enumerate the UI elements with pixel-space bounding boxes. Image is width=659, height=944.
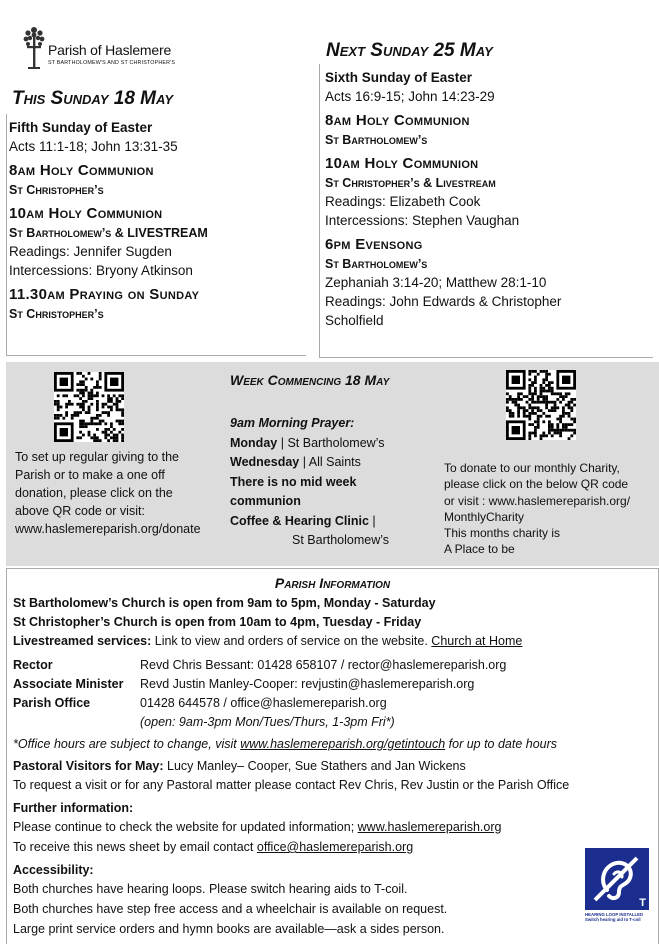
pastoral-label: Pastoral Visitors for May: [13,759,164,773]
livestream-label: Livestreamed services: [13,634,152,648]
office-note-b: for up to date hours [445,737,558,751]
logo-subtitle: ST BARTHOLOMEW'S AND ST CHRISTOPHER'S [48,60,176,66]
email-a: To receive this news sheet by email contact [13,840,257,854]
giving-text [15,448,235,538]
next-service-1-location: St Bartholomew’s [325,133,428,147]
charity-line-6: A Place to be [444,542,515,557]
further-label: Further information: [13,801,134,815]
qr-code-icon [54,372,124,442]
next-service-1-time: 8am Holy Communion [325,112,470,129]
website-link[interactable]: www.haslemereparish.org [357,820,502,834]
office-email-link[interactable]: office@haslemereparish.org [256,840,414,854]
bart-opening: St Bartholomew’s Church is open from 9am to 5pm, Monday - Saturday [13,596,436,610]
giving-line-4: above QR code or visit: [15,504,145,518]
this-sunday-box [6,114,306,356]
this-service-2-time: 10am Holy Communion [9,205,163,222]
monday-location: St Bartholomew’s [287,435,385,450]
this-service-1-location: St Christopher’s [9,183,104,197]
rector-value: Revd Chris Bessant: 01428 658107 / rector@haslemereparish.org [140,658,507,672]
wednesday-location: All Saints [308,455,361,469]
parish-logo [22,22,192,74]
next-service-2-location: St Christopher’s & Livestream [325,176,496,190]
access-label: Accessibility: [13,863,94,877]
office-note-a: *Office hours are subject to change, visit [13,737,241,751]
charity-text [444,460,659,558]
qr-code-icon [506,370,576,440]
giving-line-1: To set up regular giving to the [15,450,179,464]
assoc-label: Associate Minister [13,677,124,691]
assoc-value: Revd Justin Manley-Cooper: revjustin@haslemereparish.org [140,677,475,691]
email-line [13,839,413,856]
giving-line-3: donation, please click on the [15,486,173,500]
further-a: Please continue to check the website for updated information; [13,820,358,834]
prayer-heading: 9am Morning Prayer: [230,416,355,430]
next-service-3-scripture: Zephaniah 3:14-20; Matthew 28:1-10 [325,275,547,290]
next-service-2-readings: Readings: Elizabeth Cook [325,194,481,209]
rector-label: Rector [13,658,53,672]
hearing-loop-sign [583,846,651,930]
charity-line-1: To donate to our monthly Charity, [444,461,620,475]
monday-day: Monday [230,435,278,450]
livestream-line [13,633,522,650]
wednesday-day: Wednesday [230,455,300,469]
tree-cross-icon [22,24,46,70]
charity-line-5: This months charity is [444,526,561,541]
midweek-line-2: communion [230,494,301,508]
office-note [13,736,557,753]
office-value: 01428 644578 / office@haslemereparish.org [140,696,387,710]
next-service-2-time: 10am Holy Communion [325,155,479,172]
separator-2: | [302,455,306,469]
separator-1: | [280,435,284,450]
pastoral-request: To request a visit or for any Pastoral matter please contact Rev Chris, Rev Justin or the Parish Office [13,778,570,792]
this-service-2-location: St Bartholomew’s & LIVESTREAM [9,226,208,240]
pastoral-value: Lucy Manley– Cooper, Sue Stathers and Jan Wickens [163,759,466,773]
this-service-1-time: 8am Holy Communion [9,162,154,179]
access-line-3: Large print service orders and hymn books are available—ask a sides person. [13,922,445,936]
charity-line-2: please click on the below QR code [444,477,629,492]
next-service-2-intercessions: Intercessions: Stephen Vaughan [325,213,520,228]
next-sunday-title: Sixth Sunday of Easter [325,70,473,85]
next-service-3-time: 6pm Evensong [325,236,423,253]
this-service-2-intercessions: Intercessions: Bryony Atkinson [9,263,193,278]
next-service-3-readings-cont: Scholfield [325,313,384,328]
this-sunday-readings: Acts 11:1-18; John 13:31-35 [9,139,178,154]
access-line-1: Both churches have hearing loops. Please switch hearing aids to T-coil. [13,882,408,896]
midweek-line-1: There is no mid week [230,474,357,489]
further-line [13,819,501,836]
charity-line-3[interactable]: or visit : www.haslemereparish.org/ [444,493,631,508]
t-coil-letter: T [639,897,646,909]
office-label: Parish Office [13,696,91,710]
this-service-3-location: St Christopher’s [9,307,104,321]
next-sunday-box [319,64,653,358]
separator-3: | [372,513,376,528]
coffee-clinic: Coffee & Hearing Clinic [230,513,369,528]
charity-qr-code[interactable] [506,370,576,440]
church-at-home-link[interactable]: Church at Home [431,634,523,648]
next-sunday-heading: Next Sunday 25 May [326,40,493,61]
giving-line-2: Parish or to make a one off [15,468,165,482]
info-heading: Parish Information [274,575,391,591]
chris-opening: St Christopher’s Church is open from 10am to 4pm, Tuesday - Friday [13,615,422,629]
week-heading: Week Commencing 18 May [230,372,390,388]
next-service-3-location: St Bartholomew’s [325,257,428,271]
next-service-3-readings: Readings: John Edwards & Christopher [325,294,562,309]
week-details [230,414,440,551]
giving-link[interactable]: www.haslemereparish.org/donate [15,522,201,536]
this-service-3-time: 11.30am Praying on Sunday [9,286,200,303]
this-sunday-heading: This Sunday 18 May [12,88,174,109]
logo-title: Parish of Haslemere [48,42,172,58]
pastoral-line [13,758,466,775]
hearing-loop-panel [585,848,649,910]
charity-line-4[interactable]: MonthlyCharity [444,509,525,524]
next-sunday-readings: Acts 16:9-15; John 14:23-29 [325,89,495,104]
parish-info-box [6,568,659,944]
access-line-2: Both churches have step free access and a wheelchair is available on request. [13,902,448,916]
office-hours: (open: 9am-3pm Mon/Tues/Thurs, 1-3pm Fri*) [140,715,395,729]
coffee-location: St Bartholomew’s [292,533,390,547]
hearing-loop-caption: HEARING LOOP INSTALLED Switch hearing aid to T-coil [585,912,644,922]
livestream-text: Link to view and orders of service on the website. [151,634,432,648]
giving-qr-code[interactable] [54,372,124,442]
this-sunday-title: Fifth Sunday of Easter [9,120,153,135]
getintouch-link[interactable]: www.haslemereparish.org/getintouch [240,737,446,751]
week-band [6,362,659,566]
this-service-2-readings: Readings: Jennifer Sugden [9,244,172,259]
